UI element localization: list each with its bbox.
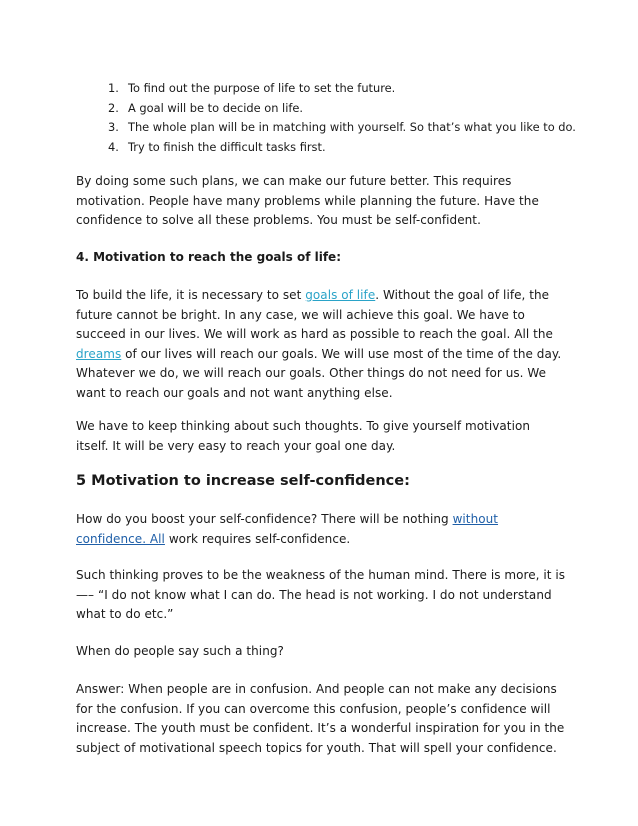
list-item-text: To find out the purpose of life to set the future. bbox=[128, 81, 396, 95]
goals-of-life-link[interactable]: goals of life bbox=[305, 288, 376, 302]
list-number: 2. bbox=[108, 100, 119, 115]
list-item bbox=[108, 138, 608, 158]
paragraph-planning: By doing some such plans, we can make our future better. This requires motivation. People have many problems while planning the future. Have the confidence to solve all these problems. You must be self-confident. bbox=[76, 174, 539, 227]
list-number: 4. bbox=[108, 139, 119, 154]
list-item bbox=[108, 99, 608, 119]
list-number: 3. bbox=[108, 120, 119, 135]
section-heading-5: 5 Motivation to increase self-confidence: bbox=[76, 473, 410, 489]
list-item bbox=[108, 79, 608, 99]
dreams-link[interactable]: dreams bbox=[76, 346, 122, 361]
paragraph-weakness: Such thinking proves to be the weakness of the human mind. There is more, it is —– “I do not know what I can do. The head is not working. I do not understand what to do etc.” bbox=[76, 568, 566, 621]
list-number: 1. bbox=[108, 81, 119, 95]
paragraph-goals bbox=[76, 286, 566, 403]
list-item-text: The whole plan will be in matching with yourself. So that’s what you like to do. bbox=[128, 120, 576, 135]
paragraph-text: To build the life, it is necessary to set bbox=[76, 288, 306, 302]
paragraph-text: of our lives will reach our goals. We will use most of the time of the day. Whatever we do, we will reach our goals. Other things do not need for us. We want to reach our goals and not want anything else. bbox=[76, 346, 562, 400]
paragraph-text: work requires self-confidence. bbox=[164, 531, 351, 546]
list-item-text: Try to finish the difficult tasks first. bbox=[128, 139, 326, 154]
section-heading-4: 4. Motivation to reach the goals of life: bbox=[76, 250, 341, 264]
list-item bbox=[108, 118, 608, 138]
paragraph-text: How do you boost your self-confidence? There will be nothing bbox=[76, 512, 453, 526]
paragraph-question: When do people say such a thing? bbox=[76, 644, 284, 658]
paragraph-text: . Without the goal of life, the future cannot be bright. In any case, we will achieve this goal. We have to succeed in our lives. We will work as hard as possible to reach the goal. All the bbox=[76, 288, 553, 341]
numbered-list bbox=[76, 79, 608, 157]
paragraph-self-confidence bbox=[76, 510, 566, 549]
without-confidence-link[interactable]: without confidence. All bbox=[76, 512, 499, 546]
paragraph-thoughts: We have to keep thinking about such thoughts. To give yourself motivation itself. It will be very easy to reach your goal one day. bbox=[76, 419, 530, 453]
paragraph-answer: Answer: When people are in confusion. And people can not make any decisions for the confusion. If you can overcome this confusion, people’s confidence will increase. The youth must be confident. It’s a wonderful inspiration for you in the subject of motivational speech topics for youth. That will spell your confidence. bbox=[76, 682, 565, 755]
list-item-text: A goal will be to decide on life. bbox=[128, 100, 304, 115]
